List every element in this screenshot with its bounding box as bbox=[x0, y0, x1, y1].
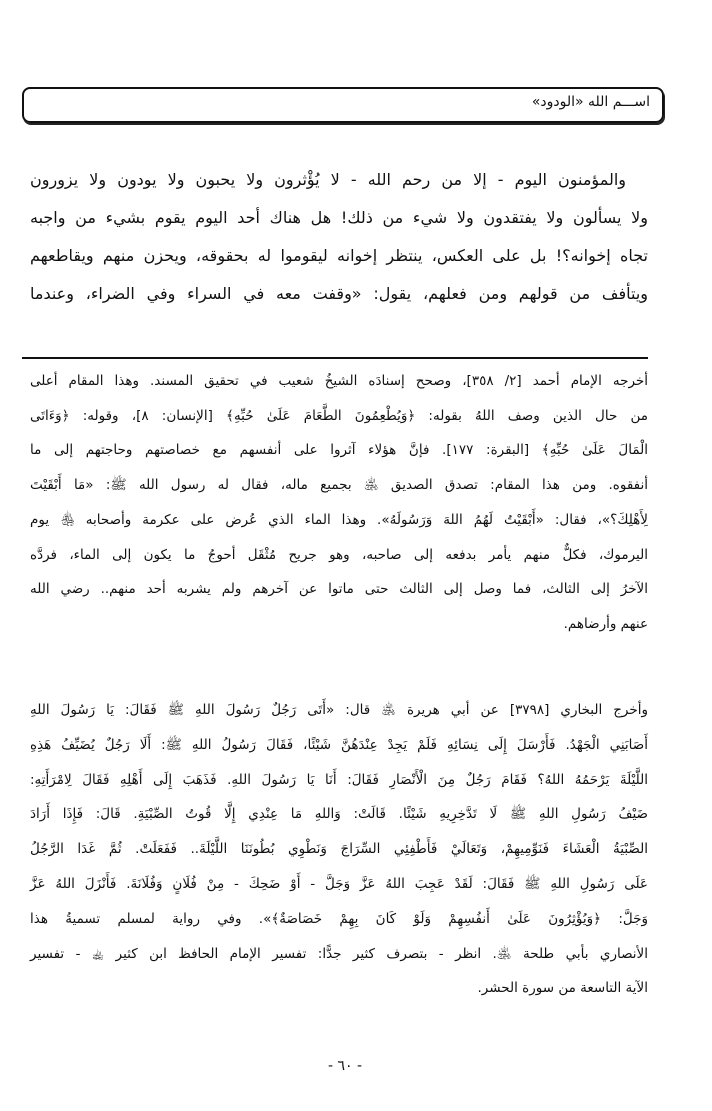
chapter-title: اســـم الله «الودود» bbox=[531, 94, 650, 110]
text-line: أنفقوه. ومن هذا المقام: تصدق الصديق ﵁ بجميع ماله، فقال له رسول الله ﷺ: «مَا أَبْقَيْتَ bbox=[30, 477, 648, 494]
text-line: لِأَهْلِكَ؟»، فقال: «أَبْقَيْتُ لَهُمُ اللهَ وَرَسُولَهُ». وهذا الماء الذي عُرض على عكرمة وأصحابه ﵃ يوم bbox=[30, 511, 648, 528]
page-number: - ٦٠ - bbox=[327, 1058, 363, 1074]
text-line: أخرجه الإمام أحمد [٢/ ٣٥٨]، وصحح إسنادَه الشيخُ شعيب في تحقيق المسند. وهذا المقام أعلى bbox=[30, 373, 648, 389]
text-line: من حال الذين وصف اللهُ بقوله: ﴿وَيُطْعِمُونَ الطَّعَامَ عَلَىٰ حُبِّهِ﴾ [الإنسان: ٨]، وقوله: ﴿وَءَاتَى bbox=[30, 407, 648, 424]
running-header bbox=[22, 87, 664, 123]
text-line: الأنصاري بأبي طلحة ﵁. انظر - بتصرف كثير جدًّا: تفسير الإمام الحافظ ابن كثير ﵀ - تفسير bbox=[30, 945, 648, 962]
text-line: اليرموك، فكلٌّ منهم يأمر بدفعه إلى صاحبه، وهو جريح مُثْقَل أحوجُ ما يكون إلى الماء، فردَّه bbox=[30, 546, 648, 563]
text-line: والمؤمنون اليوم - إلا من رحم الله - لا يُؤْثرون ولا يحبون ولا يودون ولا يزورون bbox=[30, 170, 626, 189]
text-line: ضَيْفُ رَسُولِ اللهِ ﷺ لَا تَدَّخِرِيهِ شَيْئًا. قَالَتْ: وَاللهِ مَا عِنْدِي إِلَّا قُوتُ الصِّبْيَةِ. قَالَ: فَإِذَا أَرَادَ bbox=[30, 806, 648, 823]
text-line: عَلَى رَسُولِ اللهِ ﷺ فَقَالَ: لَقَدْ عَجِبَ اللهُ عَزَّ وَجَلَّ - أَوْ ضَحِكَ - مِنْ فُلَانٍ وَفُلَانَةَ. فَأَنْزَلَ اللهُ عَزَّ bbox=[30, 876, 648, 892]
text-line: عنهم وأرضاهم. bbox=[563, 615, 648, 632]
text-line: الْمَالَ عَلَىٰ حُبِّهِ﴾ [البقرة: ١٧٧]. فإنَّ هؤلاء آثروا على أنفسهم مع خصاصتهم وحاجتهم إلى ما bbox=[30, 442, 649, 459]
text-line: الآية التاسعة من سورة الحشر. bbox=[477, 980, 648, 997]
text-line: اللَّيْلَةَ يَرْحَمُهُ اللهُ؟ فَقَامَ رَجُلٌ مِنَ الْأَنْصَارِ فَقَالَ: أَنَا يَا رَسُولَ اللهِ. فَذَهَبَ إِلَى أَهْلِهِ فَقَالَ لِامْرَأَتِهِ: bbox=[30, 771, 648, 788]
text-line: وأخرج البخاري [٣٧٩٨] عن أبي هريرة ﵁ قال: «أَتَى رَجُلٌ رَسُولَ اللهِ ﷺ فَقَالَ: يَا رَسُولَ اللهِ bbox=[30, 702, 648, 718]
text-line: الآخرُ إلى الثالث، فما وصل إلى الثالث حتى ماتوا عن آخرهم ولم يشربه أحد منهم.. رضي الله bbox=[30, 581, 648, 598]
footnote-separator bbox=[22, 357, 648, 359]
text-line: الصِّبْيَةُ الْعَشَاءَ فَنَوِّمِيهِمْ، وَتَعَالَيْ فَأَطْفِئِي السِّرَاجَ وَنَطْوِي بُطُونَنَا اللَّيْلَةَ.. فَفَعَلَتْ. ثُمَّ غَدَا الرَّجُلُ bbox=[30, 841, 648, 858]
text-line: وَجَلَّ: ﴿وَيُؤْثِرُونَ عَلَىٰ أَنفُسِهِمْ وَلَوْ كَانَ بِهِمْ خَصَاصَةٌ﴾». وفي رواية لمسلم تسميةُ هذا bbox=[30, 910, 648, 927]
text-line: تجاه إخوانه؟! بل على العكس، ينتظر إخوانه ليقوموا له بحقوقه، ويحزن منهم ويقاطعهم bbox=[30, 246, 648, 265]
text-line: أَصَابَنِي الْجَهْدُ. فَأَرْسَلَ إِلَى نِسَائِهِ فَلَمْ يَجِدْ عِنْدَهُنَّ شَيْئًا، فَقَالَ رَسُولُ اللهِ ﷺ: أَلَا رَجُلٌ يُضَيِّفُ هَذِهِ bbox=[30, 736, 648, 753]
text-line: ويتأفف من قولهم ومن فعلهم، يقول: «وقفت معه في السراء وفي الضراء، وعندما bbox=[30, 284, 648, 303]
text-line: ولا يسألون ولا يفتقدون ولا شيء من ذلك! هل هناك أحد اليوم يقوم بشيء من واجبه bbox=[30, 208, 648, 227]
